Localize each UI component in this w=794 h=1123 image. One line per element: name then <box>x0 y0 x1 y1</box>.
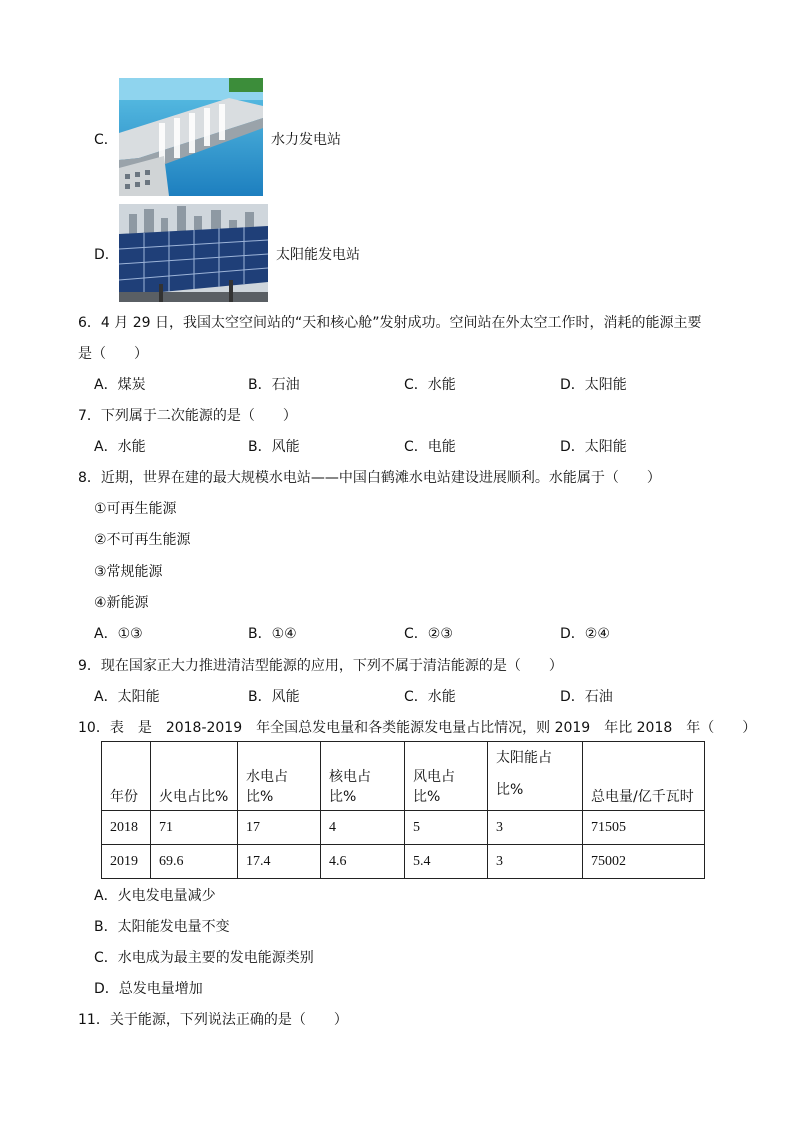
q10-option-b: B．太阳能发电量不变 <box>94 919 230 935</box>
q8-option-b: B．①④ <box>248 626 297 642</box>
q8-option-a: A．①③ <box>94 626 143 642</box>
q8-item-4: ④新能源 <box>94 595 149 611</box>
solar-panel-photo-icon <box>119 204 268 302</box>
q10-option-c: C．水电成为最主要的发电能源类别 <box>94 950 314 966</box>
table-cell: 3 <box>488 845 583 879</box>
power-generation-table <box>101 741 705 879</box>
table-header-cell: 风电占比% <box>405 742 488 811</box>
table-cell: 4 <box>321 811 405 845</box>
q8-option-d: D．②④ <box>560 626 610 642</box>
q6-question-line1: 6．4 月 29 日，我国太空空间站的“天和核心舱”发射成功。空间站在外太空工作时，消耗的能源主要 <box>78 315 702 331</box>
q7-question: 7．下列属于二次能源的是（ ） <box>78 408 297 424</box>
q5-option-d-label: 太阳能发电站 <box>276 247 360 263</box>
q5-option-c-letter: C． <box>94 132 118 148</box>
table-cell: 71505 <box>583 811 705 845</box>
q9-question: 9．现在国家正大力推进清洁型能源的应用，下列不属于清洁能源的是（ ） <box>78 658 563 674</box>
q10-option-a: A．火电发电量减少 <box>94 888 216 904</box>
q8-item-1: ①可再生能源 <box>94 501 177 517</box>
table-header-cell: 太阳能占比% <box>488 742 583 811</box>
q5-option-d-letter: D． <box>94 247 119 263</box>
q7-option-a: A．水能 <box>94 439 146 455</box>
table-cell: 75002 <box>583 845 705 879</box>
q10-question: 10．表 是 2018-2019 年全国总发电量和各类能源发电量占比情况，则 2019 年比 2018 年（ ） <box>78 720 757 736</box>
table-cell: 5 <box>405 811 488 845</box>
q6-option-a: A．煤炭 <box>94 377 146 393</box>
q7-option-c: C．电能 <box>404 439 456 455</box>
table-header-cell: 年份 <box>102 742 151 811</box>
q8-question: 8．近期，世界在建的最大规模水电站——中国白鹤滩水电站建设进展顺利。水能属于（ ） <box>78 470 661 486</box>
q9-option-a: A．太阳能 <box>94 689 160 705</box>
table-cell: 17.4 <box>238 845 321 879</box>
q7-option-b: B．风能 <box>248 439 300 455</box>
table-header-cell: 水电占比% <box>238 742 321 811</box>
q8-option-c: C．②③ <box>404 626 453 642</box>
q8-item-2: ②不可再生能源 <box>94 532 191 548</box>
q10-option-d: D．总发电量增加 <box>94 981 203 997</box>
table-row <box>102 845 705 879</box>
q6-question-line2: 是（ ） <box>78 346 148 362</box>
table-cell: 2019 <box>102 845 151 879</box>
q9-option-d: D．石油 <box>560 689 613 705</box>
table-cell: 5.4 <box>405 845 488 879</box>
q7-option-d: D．太阳能 <box>560 439 627 455</box>
table-row <box>102 811 705 845</box>
table-header-cell: 总电量/亿千瓦时 <box>583 742 705 811</box>
table-cell: 69.6 <box>151 845 238 879</box>
q11-question: 11．关于能源，下列说法正确的是（ ） <box>78 1012 348 1028</box>
q6-option-b: B．石油 <box>248 377 300 393</box>
table-header-cell: 核电占比% <box>321 742 405 811</box>
table-cell: 3 <box>488 811 583 845</box>
q9-option-c: C．水能 <box>404 689 456 705</box>
q5-option-c-label: 水力发电站 <box>271 132 341 148</box>
table-cell: 71 <box>151 811 238 845</box>
q6-option-c: C．水能 <box>404 377 456 393</box>
q6-option-d: D．太阳能 <box>560 377 627 393</box>
table-header-cell: 火电占比% <box>151 742 238 811</box>
table-cell: 4.6 <box>321 845 405 879</box>
q8-item-3: ③常规能源 <box>94 564 163 580</box>
table-header-row <box>102 742 705 811</box>
hydro-dam-photo-icon <box>119 78 263 196</box>
table-cell: 2018 <box>102 811 151 845</box>
table-cell: 17 <box>238 811 321 845</box>
q9-option-b: B．风能 <box>248 689 300 705</box>
